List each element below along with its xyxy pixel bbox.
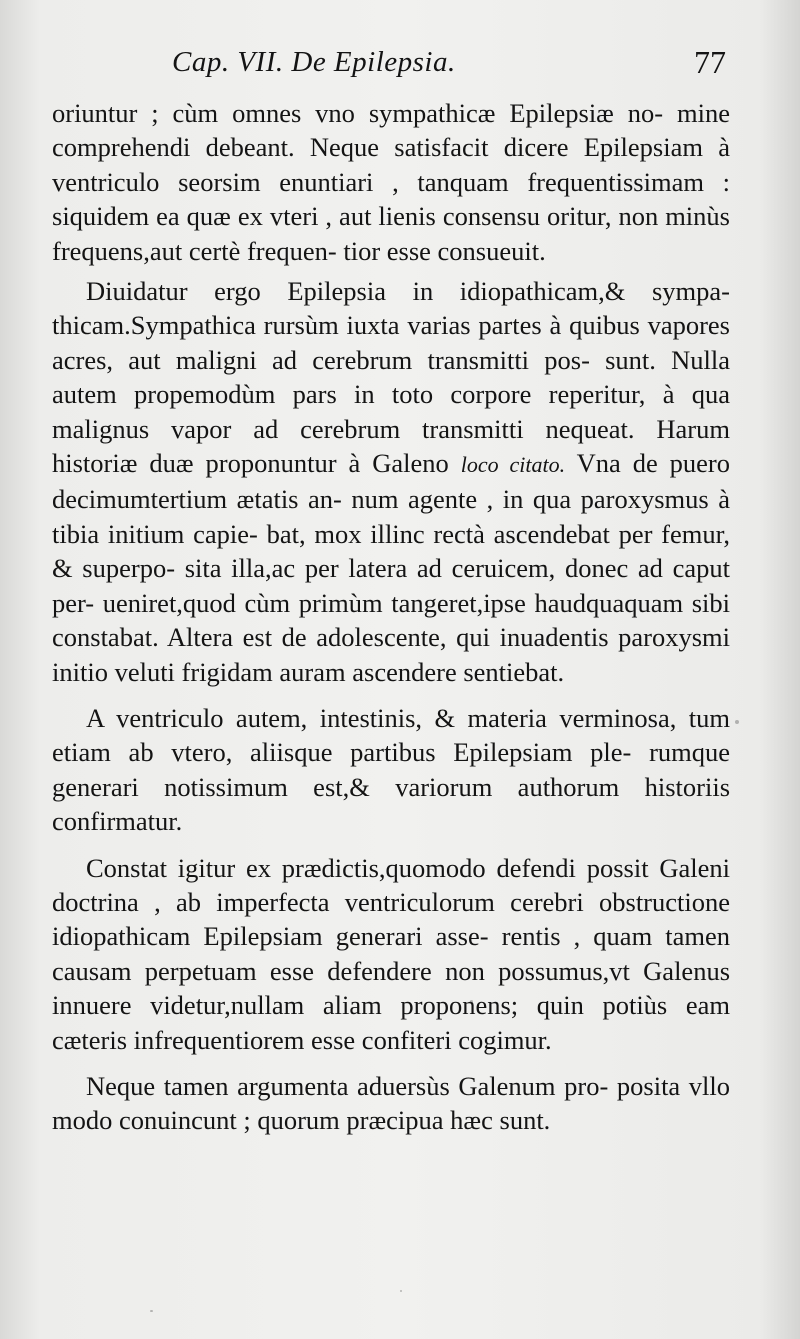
paper-speck xyxy=(150,1310,153,1312)
page-header xyxy=(52,42,730,96)
text-line: sunt. xyxy=(499,1105,551,1136)
text-line: historiis confirmatur. xyxy=(52,771,731,837)
text-line: obstructione idiopathicam Epilepsiam generari asse- xyxy=(52,886,730,952)
text-line: bat, mox illinc rectà ascendebat per femur, & superpo- xyxy=(52,518,731,584)
paper-speck xyxy=(400,1290,402,1292)
paragraph-3 xyxy=(52,701,730,839)
text-line: oriuntur ; cùm omnes vno sympathicæ Epilepsiæ no- xyxy=(52,98,664,128)
paragraph-5 xyxy=(52,1069,730,1138)
text-line: esse confiteri cogimur. xyxy=(311,1024,552,1055)
text-line: num agente , in qua paroxysmus à tibia initium capie- xyxy=(52,484,730,549)
paragraph-4 xyxy=(52,851,730,1057)
paper-speck xyxy=(735,720,739,724)
paragraph-1 xyxy=(52,96,730,268)
text-line: sibi constabat. Altera est de adolescente, qui inuadentis xyxy=(52,587,731,653)
text-line: rentis , quam tamen causam perpetuam esse defendere xyxy=(52,921,731,986)
text-line: frequentissimam : siquidem ea quæ ex vteri , aut lienis xyxy=(52,166,731,232)
text-line: posita vllo modo conuincunt ; quorum præcipua hæc xyxy=(52,1070,731,1136)
text-line: Epilepsiam à ventriculo seorsim enuntiari , tanquam xyxy=(52,132,730,197)
text-line: non possumus,vt Galenus innuere videtur,nullam aliam xyxy=(52,955,731,1021)
text-line: tum etiam ab vtero, aliisque partibus Epilepsiam ple- xyxy=(52,702,731,768)
text-line: vapores acres, aut maligni ad cerebrum transmitti pos- xyxy=(52,310,730,375)
text-line: proponens; quin potiùs eam cæteris infrequentiorem xyxy=(52,990,730,1055)
text-line: paroxysmi initio veluti frigidam auram ascendere xyxy=(52,622,730,687)
text-line: Neque tamen argumenta aduersùs Galenum pro- xyxy=(86,1070,609,1101)
text-line: A ventriculo autem, intestinis, & materia verminosa, xyxy=(86,702,677,733)
text-line: sentiebat. xyxy=(463,656,565,687)
page-number: 77 xyxy=(694,44,726,80)
paper-speck xyxy=(470,1000,473,1003)
text-line: Vna de puero decimumtertium ætatis an- xyxy=(52,448,731,515)
text-line: Diuidatur ergo Epilepsia in idiopathicam,& sympa- xyxy=(86,276,730,307)
running-head: Cap. VII. De Epilepsia. xyxy=(172,46,456,78)
text-line: mine comprehendi debeant. Neque satisfacit dicere xyxy=(52,98,730,163)
text-line: thicam.Sympathica rursùm iuxta varias partes à quibus xyxy=(52,310,640,341)
citation-italic: loco citato. xyxy=(460,452,566,478)
text-line: sita illa,ac per latera ad ceruicem, donec ad caput per- xyxy=(52,553,730,618)
text-line: rumque generari notissimum est,& variorum authorum xyxy=(52,737,731,802)
text-line: Constat igitur ex prædictis,quomodo defendi possit xyxy=(86,852,649,883)
text-line: tior esse consueuit. xyxy=(343,235,546,266)
text-line: sunt. Nulla autem propemodùm pars in toto corpore xyxy=(52,344,730,410)
text-line: Galeni doctrina , ab imperfecta ventriculorum cerebri xyxy=(52,852,730,917)
text-line: reperitur, à qua malignus vapor ad cerebrum transmitti xyxy=(52,379,731,444)
paragraph-2 xyxy=(52,274,730,689)
text-line: ueniret,quod cùm primùm tangeret,ipse haudquaquam xyxy=(102,587,684,618)
text-line: consensu oritur, non minùs frequens,aut certè frequen- xyxy=(52,201,730,266)
page-body xyxy=(52,96,730,1138)
text-line: nequeat. Harum historiæ duæ proponuntur à Galeno xyxy=(52,413,730,479)
